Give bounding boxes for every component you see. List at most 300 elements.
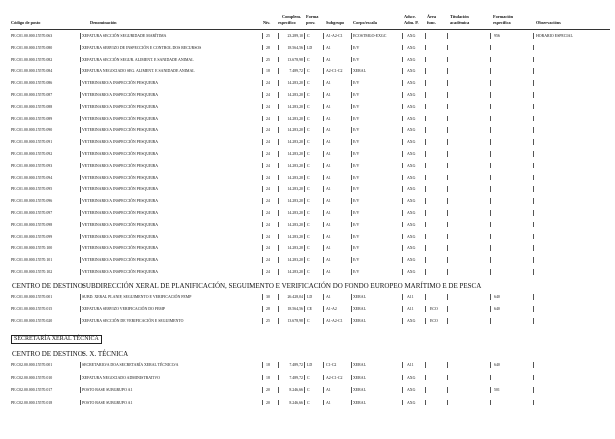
column-separator bbox=[323, 92, 324, 98]
column-separator bbox=[351, 257, 352, 263]
cell-adscr: AXG bbox=[407, 104, 416, 109]
cell-forma-prov: C bbox=[307, 34, 310, 38]
cell-nivel: 24 bbox=[266, 128, 270, 133]
column-separator bbox=[80, 245, 81, 251]
cell-denominacion: XEFATURA SECCIÓN SEGUR. ALIMENT. E SANIDADE ANIMAL bbox=[82, 57, 194, 62]
cell-denominacion: VETERINARIO/A INSPECCIÓN PESQUEIRA bbox=[82, 187, 159, 192]
cell-subgrupo: A1 bbox=[326, 116, 331, 121]
column-separator bbox=[262, 294, 263, 300]
column-separator bbox=[490, 104, 491, 110]
column-separator bbox=[262, 45, 263, 51]
column-separator bbox=[323, 210, 324, 216]
cell-complemento: 7.489,72 bbox=[289, 375, 303, 380]
column-separator bbox=[402, 210, 403, 216]
cell-adscr: AXG bbox=[407, 388, 416, 392]
cell-formacion: 501 bbox=[494, 388, 500, 392]
cell-complemento: 14.283,20 bbox=[287, 199, 303, 204]
header-nivel: Nív. bbox=[263, 20, 271, 25]
cell-nivel: 24 bbox=[266, 116, 270, 121]
centro-name: S. X. TÉCNICA bbox=[82, 350, 129, 358]
column-separator bbox=[447, 116, 448, 122]
cell-subgrupo: A1 bbox=[326, 175, 331, 180]
table-row bbox=[0, 221, 615, 230]
cell-nivel: 28 bbox=[266, 307, 270, 312]
cell-adscr: AXG bbox=[407, 211, 416, 215]
column-separator bbox=[425, 362, 426, 368]
column-separator bbox=[533, 68, 534, 74]
column-separator bbox=[304, 151, 305, 157]
column-separator bbox=[278, 257, 279, 263]
cell-complemento: 14.283,20 bbox=[287, 211, 303, 215]
column-separator bbox=[278, 222, 279, 228]
table-row bbox=[0, 162, 615, 171]
cell-subgrupo: A1 bbox=[326, 199, 331, 204]
cell-nivel: 18 bbox=[266, 375, 270, 380]
cell-denominacion: VETERINARIO/A INSPECCIÓN PESQUEIRA bbox=[82, 234, 159, 239]
cell-nivel: 24 bbox=[266, 163, 270, 168]
column-separator bbox=[262, 245, 263, 251]
column-separator bbox=[447, 306, 448, 312]
column-separator bbox=[351, 68, 352, 74]
column-separator bbox=[304, 127, 305, 133]
cell-forma-prov: C bbox=[307, 375, 310, 380]
column-separator bbox=[533, 257, 534, 263]
column-separator bbox=[447, 127, 448, 133]
cell-code: PE.C01.00.000.15570.089 bbox=[11, 116, 53, 121]
column-separator bbox=[262, 68, 263, 74]
cell-code: PE.C01.00.000.15570.097 bbox=[11, 211, 53, 215]
cell-corpo-escala: XERAL bbox=[353, 319, 366, 324]
cell-nivel: 24 bbox=[266, 81, 270, 86]
cell-forma-prov: C bbox=[307, 175, 310, 180]
column-separator bbox=[351, 116, 352, 122]
cell-nivel: 24 bbox=[266, 93, 270, 97]
cell-nivel: 24 bbox=[266, 152, 270, 156]
header-complem: Complem. bbox=[282, 14, 301, 19]
cell-subgrupo: A2-C1-C2 bbox=[326, 69, 343, 74]
column-separator bbox=[351, 45, 352, 51]
centro-destino-2 bbox=[12, 350, 128, 358]
column-separator bbox=[351, 222, 352, 228]
table-row bbox=[0, 256, 615, 265]
column-separator bbox=[351, 104, 352, 110]
column-separator bbox=[402, 400, 403, 406]
column-separator bbox=[533, 362, 534, 368]
cell-adscr: AXG bbox=[407, 258, 416, 263]
column-separator bbox=[323, 186, 324, 192]
column-separator bbox=[262, 57, 263, 63]
cell-corpo-escala: E/V bbox=[353, 57, 360, 62]
column-separator bbox=[447, 151, 448, 157]
column-separator bbox=[304, 222, 305, 228]
column-separator bbox=[278, 400, 279, 406]
column-separator bbox=[425, 269, 426, 275]
column-separator bbox=[490, 306, 491, 312]
cell-complemento: 14.283,20 bbox=[287, 128, 303, 133]
column-separator bbox=[490, 45, 491, 51]
column-separator bbox=[402, 163, 403, 169]
column-separator bbox=[425, 163, 426, 169]
cell-corpo-escala: E/V bbox=[353, 234, 360, 239]
cell-area: ECO bbox=[430, 307, 438, 312]
cell-complemento: 14.283,20 bbox=[287, 140, 303, 145]
column-separator bbox=[323, 318, 324, 324]
column-separator bbox=[402, 245, 403, 251]
cell-subgrupo: A1 bbox=[326, 258, 331, 263]
cell-adscr: AXG bbox=[407, 152, 416, 156]
column-separator bbox=[304, 294, 305, 300]
column-separator bbox=[533, 163, 534, 169]
column-separator bbox=[533, 387, 534, 393]
column-separator bbox=[304, 104, 305, 110]
cell-subgrupo: A1 bbox=[326, 222, 331, 227]
cell-code: PE.C01.00.000.15570.091 bbox=[11, 140, 53, 145]
column-separator bbox=[533, 269, 534, 275]
column-separator bbox=[80, 139, 81, 145]
column-separator bbox=[80, 362, 81, 368]
cell-corpo-escala: XERAL bbox=[353, 295, 366, 299]
column-separator bbox=[402, 175, 403, 181]
column-separator bbox=[262, 210, 263, 216]
column-separator bbox=[80, 186, 81, 192]
cell-code: PE.C02.00.000.15570.018 bbox=[11, 400, 53, 405]
cell-denominacion: XEFATURA SERVIZO VERIFICACIÓN DO FEMP bbox=[82, 307, 165, 312]
column-separator bbox=[262, 387, 263, 393]
column-separator bbox=[304, 400, 305, 406]
column-separator bbox=[447, 375, 448, 381]
cell-corpo-escala: E/V bbox=[353, 211, 360, 215]
cell-formacion: 640 bbox=[494, 363, 500, 367]
column-separator bbox=[490, 175, 491, 181]
column-separator bbox=[351, 294, 352, 300]
column-separator bbox=[323, 33, 324, 39]
column-separator bbox=[402, 222, 403, 228]
cell-complemento: 14.283,20 bbox=[287, 163, 303, 168]
cell-nivel: 24 bbox=[266, 234, 270, 239]
column-separator bbox=[533, 210, 534, 216]
cell-denominacion: VETERINARIO/A INSPECCIÓN PESQUEIRA bbox=[82, 270, 159, 274]
cell-adscr: AXG bbox=[407, 116, 416, 121]
cell-complemento: 14.283,20 bbox=[287, 175, 303, 180]
cell-subgrupo: A1-A2-C1 bbox=[326, 34, 343, 38]
column-separator bbox=[447, 68, 448, 74]
column-separator bbox=[80, 92, 81, 98]
column-separator bbox=[262, 318, 263, 324]
cell-code: PE.C02.00.000.15570.001 bbox=[11, 363, 53, 367]
cell-adscr: AXG bbox=[407, 187, 416, 192]
table-row bbox=[0, 209, 615, 218]
cell-subgrupo: A1 bbox=[326, 81, 331, 86]
cell-nivel: 25 bbox=[266, 319, 270, 324]
cell-denominacion: VETERINARIO/A INSPECCIÓN PESQUEIRA bbox=[82, 152, 159, 156]
column-separator bbox=[323, 151, 324, 157]
column-separator bbox=[80, 294, 81, 300]
column-separator bbox=[402, 257, 403, 263]
column-separator bbox=[323, 139, 324, 145]
column-separator bbox=[304, 245, 305, 251]
column-separator bbox=[323, 222, 324, 228]
column-separator bbox=[490, 375, 491, 381]
column-separator bbox=[262, 80, 263, 86]
cell-subgrupo: A1 bbox=[326, 45, 331, 50]
table-row bbox=[0, 197, 615, 206]
column-separator bbox=[533, 245, 534, 251]
column-separator bbox=[425, 127, 426, 133]
column-separator bbox=[351, 234, 352, 240]
column-separator bbox=[278, 387, 279, 393]
column-separator bbox=[533, 33, 534, 39]
column-separator bbox=[351, 269, 352, 275]
cell-complemento: 14.283,20 bbox=[287, 104, 303, 109]
cell-denominacion: XEFATURA SECCIÓN DE VERIFICACIÓN E SEGUIMENTO bbox=[82, 319, 184, 324]
column-separator bbox=[402, 318, 403, 324]
cell-code: PE.C01.00.000.15570.093 bbox=[11, 163, 53, 168]
column-separator bbox=[402, 104, 403, 110]
header-formacion: Formación bbox=[493, 14, 514, 19]
cell-corpo-escala: E/V bbox=[353, 81, 360, 86]
column-separator bbox=[447, 318, 448, 324]
table-row bbox=[0, 374, 615, 383]
column-separator bbox=[351, 151, 352, 157]
cell-code: PE.C01.00.000.15570.015 bbox=[11, 307, 53, 312]
column-separator bbox=[447, 45, 448, 51]
column-separator bbox=[533, 151, 534, 157]
column-separator bbox=[278, 294, 279, 300]
table-row bbox=[0, 361, 615, 370]
column-separator bbox=[425, 116, 426, 122]
cell-code: PE.C02.00.000.15570.010 bbox=[11, 375, 53, 380]
cell-adscr: AXG bbox=[407, 199, 416, 204]
cell-denominacion: XEFATURA SERVIZO DE INSPECCIÓN E CONTROL DOS RECURSOS bbox=[82, 45, 202, 50]
column-separator bbox=[425, 245, 426, 251]
column-separator bbox=[80, 318, 81, 324]
cell-corpo-escala: E/V bbox=[353, 128, 360, 133]
cell-denominacion: VETERINARIO/A INSPECCIÓN PESQUEIRA bbox=[82, 104, 159, 109]
column-separator bbox=[278, 116, 279, 122]
cell-subgrupo: A1 bbox=[326, 400, 331, 405]
column-separator bbox=[304, 375, 305, 381]
cell-corpo-escala: XERAL bbox=[353, 69, 366, 74]
column-separator bbox=[262, 33, 263, 39]
cell-formacion: 956 bbox=[494, 34, 500, 38]
cell-adscr: AXG bbox=[407, 175, 416, 180]
column-separator bbox=[304, 45, 305, 51]
column-separator bbox=[304, 198, 305, 204]
cell-denominacion: VETERINARIO/A INSPECCIÓN PESQUEIRA bbox=[82, 116, 159, 121]
cell-corpo-escala: XERAL bbox=[353, 375, 366, 380]
cell-corpo-escala: XERAL bbox=[353, 400, 366, 405]
column-separator bbox=[278, 57, 279, 63]
column-separator bbox=[447, 387, 448, 393]
cell-corpo-escala: E/V bbox=[353, 258, 360, 263]
cell-complemento: 14.283,20 bbox=[287, 234, 303, 239]
cell-complemento: 7.489,72 bbox=[289, 363, 303, 367]
table-row bbox=[0, 268, 615, 277]
table-row bbox=[0, 386, 615, 395]
column-separator bbox=[304, 68, 305, 74]
cell-complemento: 8.246,66 bbox=[289, 388, 303, 392]
column-separator bbox=[304, 33, 305, 39]
column-separator bbox=[490, 387, 491, 393]
column-separator bbox=[447, 175, 448, 181]
table-row bbox=[0, 174, 615, 183]
column-separator bbox=[533, 318, 534, 324]
cell-adscr: AXG bbox=[407, 163, 416, 168]
column-separator bbox=[80, 151, 81, 157]
column-separator bbox=[278, 151, 279, 157]
column-separator bbox=[278, 104, 279, 110]
column-separator bbox=[425, 387, 426, 393]
cell-corpo-escala: E/V bbox=[353, 199, 360, 204]
column-separator bbox=[278, 198, 279, 204]
cell-code: PE.C01.00.000.15570.086 bbox=[11, 81, 53, 86]
cell-forma-prov: C bbox=[307, 116, 310, 121]
cell-forma-prov: C bbox=[307, 104, 310, 109]
cell-nivel: 24 bbox=[266, 187, 270, 192]
cell-subgrupo: A1 bbox=[326, 93, 331, 97]
column-separator bbox=[262, 198, 263, 204]
column-separator bbox=[351, 80, 352, 86]
column-separator bbox=[262, 139, 263, 145]
column-separator bbox=[351, 127, 352, 133]
column-separator bbox=[402, 198, 403, 204]
column-separator bbox=[533, 92, 534, 98]
cell-forma-prov: C bbox=[307, 388, 310, 392]
table-header bbox=[0, 14, 615, 28]
column-separator bbox=[351, 175, 352, 181]
column-separator bbox=[425, 400, 426, 406]
header-observacions: Observacións bbox=[536, 20, 561, 25]
column-separator bbox=[490, 186, 491, 192]
cell-denominacion: VETERINARIO/A INSPECCIÓN PESQUEIRA bbox=[82, 140, 159, 145]
column-separator bbox=[351, 362, 352, 368]
cell-corpo-escala: E/V bbox=[353, 270, 360, 274]
column-separator bbox=[533, 234, 534, 240]
cell-forma-prov: C bbox=[307, 152, 310, 156]
table-row bbox=[0, 317, 615, 326]
cell-complemento: 14.283,20 bbox=[287, 152, 303, 156]
cell-denominacion: SECRETARIO/A DOA SECRETARÍA XERAL TÉCNICO/A bbox=[82, 363, 179, 367]
cell-code: PE.C01.00.000.15570.090 bbox=[11, 128, 53, 133]
cell-forma-prov: C bbox=[307, 199, 310, 204]
column-separator bbox=[447, 104, 448, 110]
column-separator bbox=[402, 269, 403, 275]
column-separator bbox=[351, 57, 352, 63]
cell-corpo-escala: E/V bbox=[353, 222, 360, 227]
column-separator bbox=[402, 80, 403, 86]
column-separator bbox=[490, 210, 491, 216]
column-separator bbox=[490, 294, 491, 300]
column-separator bbox=[351, 375, 352, 381]
column-separator bbox=[80, 222, 81, 228]
column-separator bbox=[447, 294, 448, 300]
table-row bbox=[0, 233, 615, 242]
column-separator bbox=[351, 245, 352, 251]
column-separator bbox=[490, 198, 491, 204]
cell-subgrupo: C1-C2 bbox=[326, 363, 337, 367]
cell-corpo-escala: E/V bbox=[353, 187, 360, 192]
cell-subgrupo: A1 bbox=[326, 295, 331, 299]
column-separator bbox=[323, 294, 324, 300]
cell-subgrupo: A1 bbox=[326, 152, 331, 156]
column-separator bbox=[278, 245, 279, 251]
cell-subgrupo: A1-A2 bbox=[326, 307, 337, 312]
column-separator bbox=[323, 257, 324, 263]
column-separator bbox=[304, 116, 305, 122]
column-separator bbox=[278, 210, 279, 216]
cell-subgrupo: A1 bbox=[326, 211, 331, 215]
cell-nivel: 24 bbox=[266, 199, 270, 204]
column-separator bbox=[490, 245, 491, 251]
cell-code: PE.C01.00.000.15570.092 bbox=[11, 152, 53, 156]
column-separator bbox=[262, 92, 263, 98]
column-separator bbox=[323, 116, 324, 122]
cell-forma-prov: C bbox=[307, 187, 310, 192]
cell-complemento: 14.283,20 bbox=[287, 93, 303, 97]
cell-corpo-escala: E/V bbox=[353, 45, 360, 50]
column-separator bbox=[323, 387, 324, 393]
column-separator bbox=[262, 116, 263, 122]
column-separator bbox=[304, 92, 305, 98]
column-separator bbox=[262, 306, 263, 312]
table-row bbox=[0, 79, 615, 88]
column-separator bbox=[402, 387, 403, 393]
cell-corpo-escala: E/V bbox=[353, 116, 360, 121]
column-separator bbox=[533, 57, 534, 63]
cell-code: PE.C02.00.000.15570.017 bbox=[11, 388, 53, 392]
cell-complemento: 13.678,98 bbox=[287, 57, 303, 62]
cell-complemento: 18.564,56 bbox=[287, 307, 303, 312]
column-separator bbox=[533, 294, 534, 300]
column-separator bbox=[80, 198, 81, 204]
column-separator bbox=[278, 127, 279, 133]
column-separator bbox=[447, 400, 448, 406]
column-separator bbox=[351, 210, 352, 216]
column-separator bbox=[262, 104, 263, 110]
cell-nivel: 24 bbox=[266, 104, 270, 109]
column-separator bbox=[262, 375, 263, 381]
column-separator bbox=[323, 104, 324, 110]
cell-forma-prov: LD bbox=[307, 295, 313, 299]
column-separator bbox=[323, 163, 324, 169]
cell-adscr: AXG bbox=[407, 93, 416, 97]
cell-code: PE.C01.00.000.15570.100 bbox=[11, 246, 53, 251]
column-separator bbox=[447, 257, 448, 263]
column-separator bbox=[533, 186, 534, 192]
column-separator bbox=[447, 362, 448, 368]
column-separator bbox=[425, 68, 426, 74]
cell-adscr: AXG bbox=[407, 45, 416, 50]
column-separator bbox=[490, 269, 491, 275]
column-separator bbox=[447, 163, 448, 169]
header-especifico: específico bbox=[278, 20, 296, 25]
column-separator bbox=[447, 80, 448, 86]
column-separator bbox=[425, 139, 426, 145]
column-separator bbox=[80, 163, 81, 169]
column-separator bbox=[425, 80, 426, 86]
column-separator bbox=[447, 92, 448, 98]
column-separator bbox=[425, 186, 426, 192]
cell-area: ECO bbox=[430, 319, 438, 324]
column-separator bbox=[490, 33, 491, 39]
column-separator bbox=[80, 57, 81, 63]
cell-adscr: AXG bbox=[407, 246, 416, 251]
column-separator bbox=[490, 127, 491, 133]
column-separator bbox=[351, 306, 352, 312]
cell-code: PE.C01.00.000.15570.001 bbox=[11, 295, 53, 299]
header-area: Área bbox=[427, 14, 436, 19]
column-separator bbox=[402, 57, 403, 63]
